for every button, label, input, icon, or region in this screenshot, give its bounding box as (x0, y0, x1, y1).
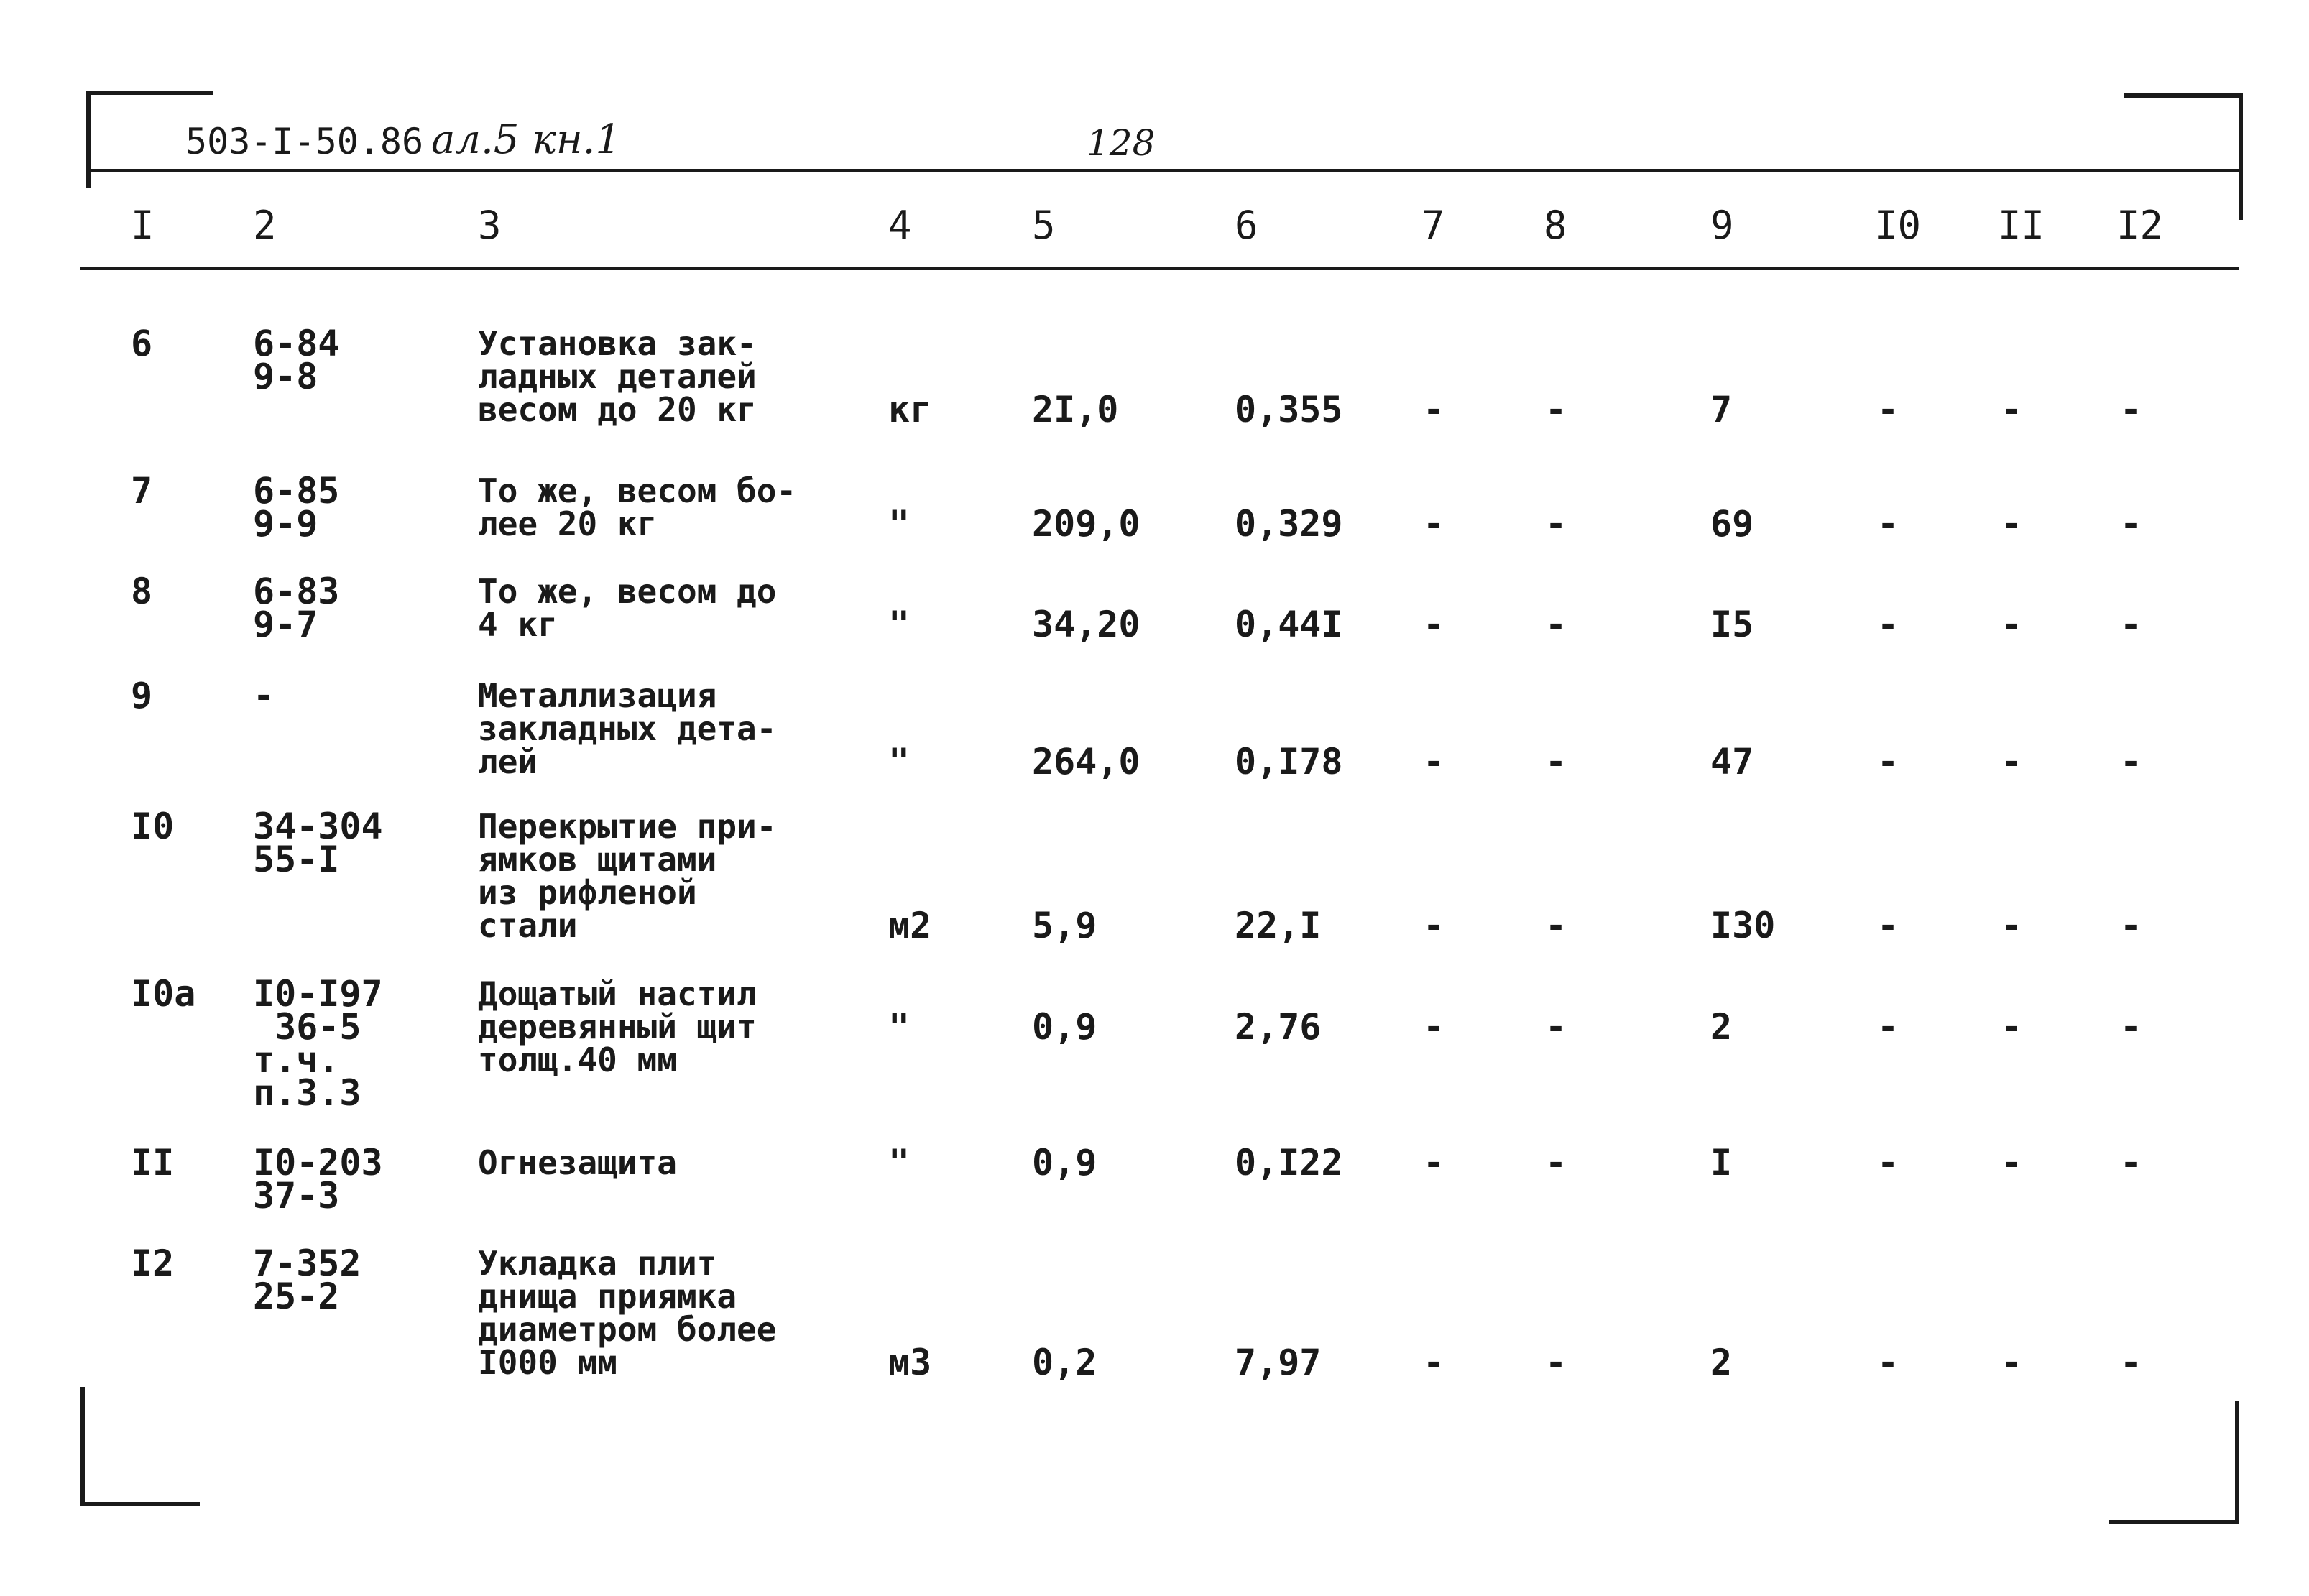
row-1-col-8: - (1545, 389, 1567, 430)
row-2-col-4: " (888, 503, 911, 545)
row-2-col-9: 69 (1710, 503, 1754, 545)
row-4-col-11: - (2001, 741, 2023, 783)
row-8-col-12: - (2120, 1342, 2142, 1383)
row-2-col-2: 6-85 9-9 (253, 470, 340, 545)
column-header-rule (80, 267, 2239, 270)
row-5-col-5: 5,9 (1032, 905, 1097, 946)
row-5-col-9: I30 (1710, 905, 1776, 946)
row-6-col-8: - (1545, 1006, 1567, 1048)
row-1-col-9: 7 (1710, 389, 1733, 430)
row-3-col-6: 0,44I (1235, 604, 1343, 645)
row-8-col-6: 7,97 (1235, 1342, 1322, 1383)
row-1-col-12: - (2120, 389, 2142, 430)
row-8-col-5: 0,2 (1032, 1342, 1097, 1383)
row-4-col-10: - (1877, 741, 1899, 783)
header-rule (86, 169, 2239, 172)
row-1-col-10: - (1877, 389, 1899, 430)
row-7-col-9: I (1710, 1142, 1733, 1184)
row-6-col-12: - (2120, 1006, 2142, 1048)
row-7-col-1: II (131, 1142, 175, 1184)
col-header-12: I2 (2116, 203, 2164, 248)
handwritten-note: ал.5 кн.1 (431, 116, 622, 163)
row-1-col-1: 6 (131, 323, 153, 364)
row-6-col-5: 0,9 (1032, 1006, 1097, 1048)
row-5-col-11: - (2001, 905, 2023, 946)
row-6-col-4: " (888, 1006, 911, 1048)
row-3-col-5: 34,20 (1032, 604, 1140, 645)
row-4-col-7: - (1423, 741, 1445, 783)
row-8-col-11: - (2001, 1342, 2023, 1383)
row-2-col-11: - (2001, 503, 2023, 545)
row-2-col-6: 0,329 (1235, 503, 1343, 545)
row-7-col-3: Огнезащита (478, 1143, 677, 1182)
row-5-col-1: I0 (131, 806, 175, 847)
row-4-col-6: 0,I78 (1235, 741, 1343, 783)
row-3-col-3: То же, весом до 4 кг (478, 572, 777, 644)
row-7-col-10: - (1877, 1142, 1899, 1184)
row-3-col-12: - (2120, 604, 2142, 645)
row-3-col-7: - (1423, 604, 1445, 645)
row-1-col-4: кг (888, 389, 932, 430)
row-2-col-10: - (1877, 503, 1899, 545)
row-2-col-8: - (1545, 503, 1567, 545)
row-5-col-10: - (1877, 905, 1899, 946)
row-2-col-7: - (1423, 503, 1445, 545)
row-4-col-9: 47 (1710, 741, 1754, 783)
row-7-col-6: 0,I22 (1235, 1142, 1343, 1184)
row-3-col-4: " (888, 604, 911, 645)
row-7-col-11: - (2001, 1142, 2023, 1184)
col-header-11: II (1998, 203, 2045, 248)
row-5-col-3: Перекрытие при- ямков щитами из рифленой стали (478, 807, 777, 945)
row-3-col-2: 6-83 9-7 (253, 571, 340, 645)
row-2-col-1: 7 (131, 470, 153, 512)
row-6-col-6: 2,76 (1235, 1006, 1322, 1048)
row-7-col-7: - (1423, 1142, 1445, 1184)
row-1-col-2: 6-84 9-8 (253, 323, 340, 397)
row-5-col-12: - (2120, 905, 2142, 946)
row-8-col-1: I2 (131, 1242, 175, 1284)
frame-top-right (2124, 93, 2243, 220)
row-4-col-3: Металлизация закладных дета- лей (478, 676, 777, 781)
row-4-col-5: 264,0 (1032, 741, 1140, 783)
row-7-col-8: - (1545, 1142, 1567, 1184)
row-5-col-8: - (1545, 905, 1567, 946)
row-6-col-7: - (1423, 1006, 1445, 1048)
col-header-9: 9 (1710, 203, 1734, 248)
page-number: 128 (1087, 122, 1156, 164)
row-6-col-10: - (1877, 1006, 1899, 1048)
row-7-col-4: " (888, 1142, 911, 1184)
row-8-col-2: 7-352 25-2 (253, 1242, 361, 1317)
col-header-7: 7 (1421, 203, 1445, 248)
document-code: 503-I-50.86 (185, 121, 424, 162)
col-header-4: 4 (888, 203, 912, 248)
row-3-col-10: - (1877, 604, 1899, 645)
row-4-col-12: - (2120, 741, 2142, 783)
row-5-col-2: 34-304 55-I (253, 806, 383, 880)
row-6-col-9: 2 (1710, 1006, 1733, 1048)
row-7-col-12: - (2120, 1142, 2142, 1184)
row-1-col-7: - (1423, 389, 1445, 430)
row-6-col-11: - (2001, 1006, 2023, 1048)
row-3-col-1: 8 (131, 571, 153, 612)
row-8-col-7: - (1423, 1342, 1445, 1383)
col-header-8: 8 (1544, 203, 1567, 248)
frame-bottom-left (80, 1387, 200, 1506)
row-4-col-2: - (253, 675, 275, 716)
row-6-col-3: Дощатый настил деревянный щит толщ.40 мм (478, 974, 757, 1079)
row-2-col-12: - (2120, 503, 2142, 545)
col-header-5: 5 (1032, 203, 1056, 248)
row-1-col-3: Установка зак- ладных деталей весом до 20 кг (478, 324, 757, 429)
row-3-col-8: - (1545, 604, 1567, 645)
row-8-col-9: 2 (1710, 1342, 1733, 1383)
row-1-col-5: 2I,0 (1032, 389, 1119, 430)
col-header-1: I (131, 203, 155, 248)
row-5-col-7: - (1423, 905, 1445, 946)
frame-bottom-right (2109, 1401, 2239, 1524)
row-5-col-6: 22,I (1235, 905, 1322, 946)
row-2-col-5: 209,0 (1032, 503, 1140, 545)
row-8-col-8: - (1545, 1342, 1567, 1383)
row-7-col-5: 0,9 (1032, 1142, 1097, 1184)
row-4-col-4: " (888, 741, 911, 783)
row-4-col-8: - (1545, 741, 1567, 783)
row-4-col-1: 9 (131, 675, 153, 716)
row-1-col-6: 0,355 (1235, 389, 1343, 430)
row-1-col-11: - (2001, 389, 2023, 430)
row-3-col-11: - (2001, 604, 2023, 645)
row-2-col-3: То же, весом бо- лее 20 кг (478, 471, 797, 543)
row-8-col-3: Укладка плит днища приямка диаметром более I000 мм (478, 1244, 777, 1382)
col-header-2: 2 (253, 203, 277, 248)
row-3-col-9: I5 (1710, 604, 1754, 645)
row-8-col-10: - (1877, 1342, 1899, 1383)
col-header-6: 6 (1235, 203, 1258, 248)
row-5-col-4: м2 (888, 905, 932, 946)
col-header-3: 3 (478, 203, 502, 248)
row-6-col-1: I0а (131, 973, 196, 1015)
row-7-col-2: I0-203 37-3 (253, 1142, 383, 1217)
col-header-10: I0 (1874, 203, 1922, 248)
row-6-col-2: I0-I97 36-5 т.ч. п.3.3 (253, 973, 383, 1114)
row-8-col-4: м3 (888, 1342, 932, 1383)
